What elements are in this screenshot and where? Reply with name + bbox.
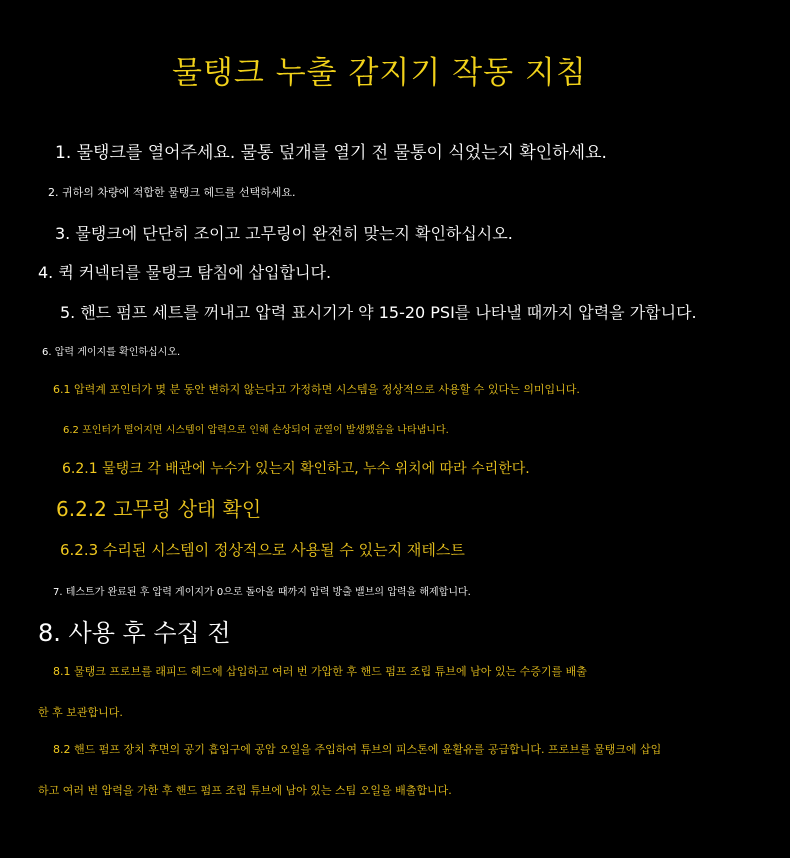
step-6-2-3: 6.2.3 수리된 시스템이 정상적으로 사용될 수 있는지 재테스트 — [60, 541, 465, 559]
step-2: 2. 귀하의 차량에 적합한 물탱크 헤드를 선택하세요. — [48, 186, 296, 199]
step-6-2-1: 6.2.1 물탱크 각 배관에 누수가 있는지 확인하고, 누수 위치에 따라 수리한다. — [62, 461, 530, 477]
step-8-2-line-2: 하고 여러 번 압력을 가한 후 핸드 펌프 조립 튜브에 남아 있는 스팀 오일을 배출합니다. — [38, 784, 452, 797]
step-6-1: 6.1 압력계 포인터가 몇 분 동안 변하지 않는다고 가정하면 시스템을 정상적으로 사용할 수 있다는 의미입니다. — [53, 383, 580, 396]
step-8-1-line-2: 한 후 보관합니다. — [38, 706, 123, 719]
step-6: 6. 압력 게이지를 확인하십시오. — [42, 347, 181, 358]
step-4: 4. 퀵 커넥터를 물탱크 탐침에 삽입합니다. — [38, 263, 332, 282]
step-1: 1. 물탱크를 열어주세요. 물통 덮개를 열기 전 물통이 식었는지 확인하세요. — [55, 143, 607, 163]
step-8-1-line-1: 8.1 물탱크 프로브를 래피드 헤드에 삽입하고 여러 번 가압한 후 핸드 펌프 조립 튜브에 남아 있는 수증기를 배출 — [53, 665, 587, 678]
step-6-2: 6.2 포인터가 떨어지면 시스템이 압력으로 인해 손상되어 균열이 발생했음을 나타냅니다. — [63, 425, 449, 436]
step-5: 5. 핸드 펌프 세트를 꺼내고 압력 표시기가 약 15-20 PSI를 나타낼 때까지 압력을 가합니다. — [60, 303, 697, 322]
step-3: 3. 물탱크에 단단히 조이고 고무링이 완전히 맞는지 확인하십시오. — [55, 224, 513, 243]
step-8-heading: 8. 사용 후 수집 전 — [38, 619, 231, 647]
page-title: 물탱크 누출 감지기 작동 지침 — [172, 55, 587, 91]
step-7: 7. 테스트가 완료된 후 압력 게이지가 0으로 돌아올 때까지 압력 방출 밸브의 압력을 해제합니다. — [53, 587, 471, 598]
step-6-2-2: 6.2.2 고무링 상태 확인 — [56, 497, 262, 521]
step-8-2-line-1: 8.2 핸드 펌프 장치 후면의 공기 흡입구에 공압 오일을 주입하여 튜브의 피스톤에 윤활유를 공급합니다. 프로브를 물탱크에 삽입 — [53, 743, 662, 756]
